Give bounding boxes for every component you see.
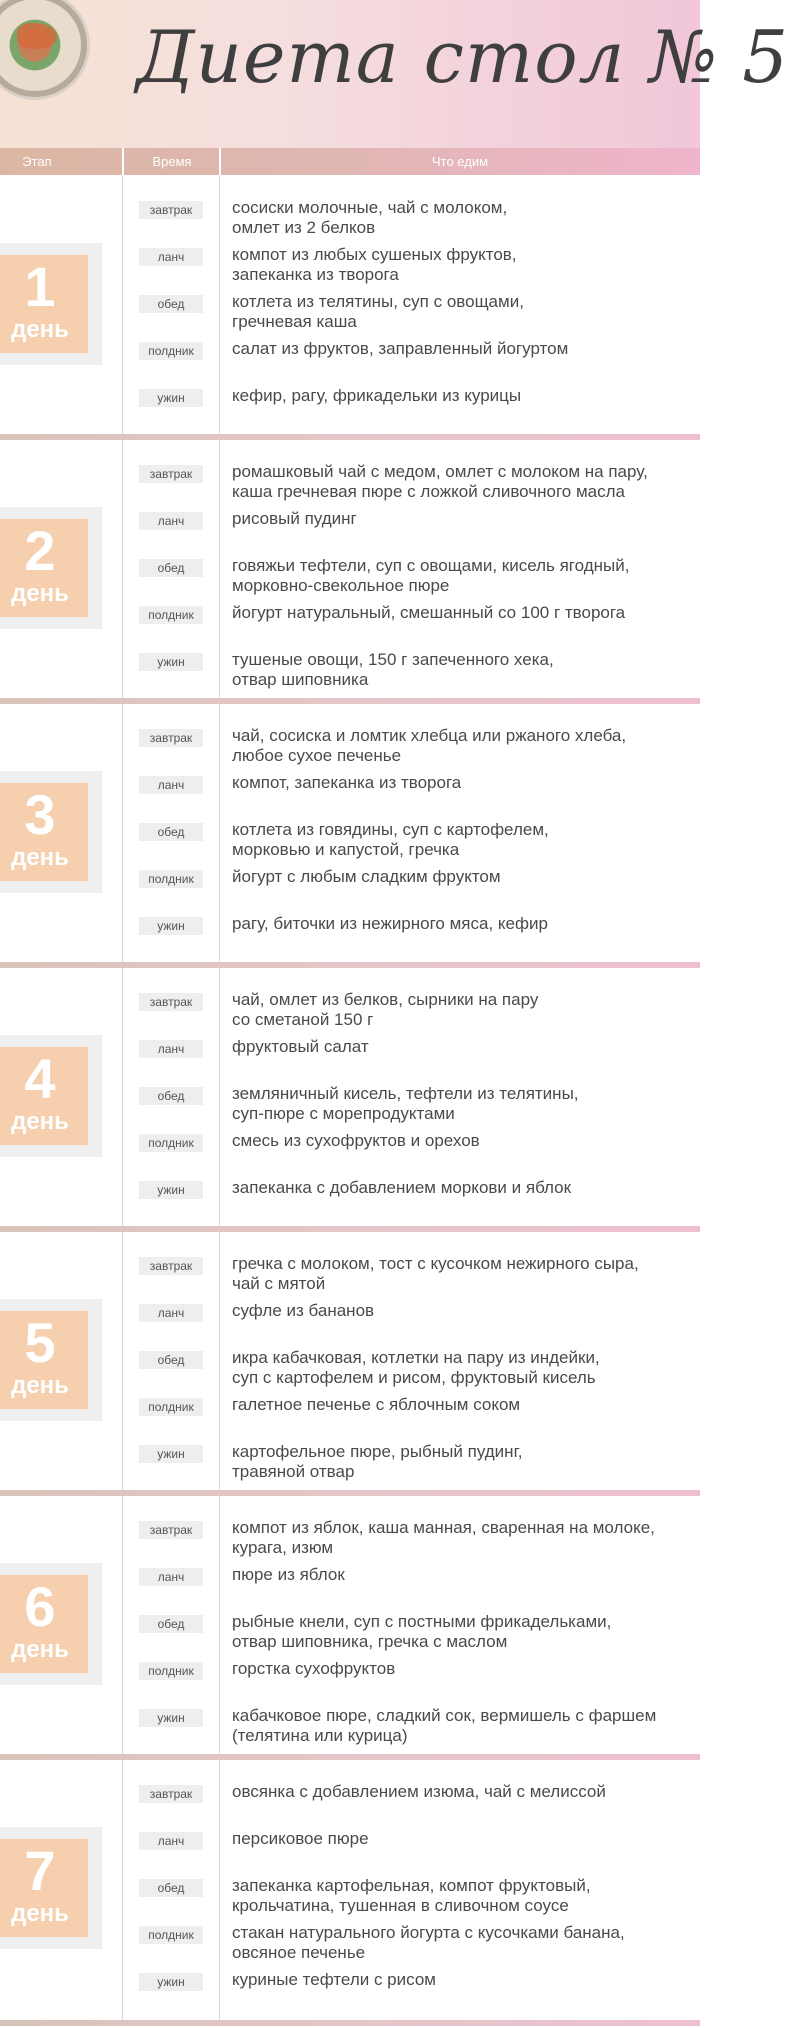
column-header-bar — [0, 148, 700, 175]
day-number: 4 — [24, 1047, 56, 1110]
meal-food-text: сосиски молочные, чай с молоком, омлет из 2 белков — [232, 198, 508, 237]
meal-food-text: чай, омлет из белков, сырники на пару со сметаной 150 г — [232, 990, 539, 1029]
meal-row — [0, 1348, 700, 1395]
meal-food-text: рыбные кнели, суп с постными фрикадельками, отвар шиповника, гречка с маслом — [232, 1612, 612, 1651]
meal-food-text: рагу, биточки из нежирного мяса, кефир — [232, 914, 548, 933]
column-header-food: Что едим — [431, 154, 489, 169]
meal-time-tag: обед — [139, 295, 203, 313]
meal-time-tag: полдник — [139, 342, 203, 360]
meal-time-tag: ланч — [139, 1040, 203, 1058]
meal-food-text: стакан натурального йогурта с кусочками банана, овсяное печенье — [232, 1923, 625, 1962]
meal-row — [0, 1442, 700, 1489]
day-number: 5 — [24, 1311, 56, 1374]
day-block — [0, 1759, 700, 2023]
meal-time-tag: завтрак — [139, 465, 203, 483]
day-number: 1 — [24, 255, 56, 318]
meal-row — [0, 726, 700, 773]
meal-food-text: йогурт с любым сладким фруктом — [232, 867, 501, 886]
meal-food-text: икра кабачковая, котлетки на пару из индейки, суп с картофелем и рисом, фруктовый кисель — [232, 1348, 600, 1387]
meal-row — [0, 509, 700, 556]
meal-time-tag: ужин — [139, 1445, 203, 1463]
meal-row — [0, 1659, 700, 1706]
meal-time-tag: ужин — [139, 389, 203, 407]
meal-time-tag: полдник — [139, 1662, 203, 1680]
meal-row — [0, 1970, 700, 2017]
meal-time-tag: завтрак — [139, 1257, 203, 1275]
day-block — [0, 1495, 700, 1759]
meal-time-tag: завтрак — [139, 729, 203, 747]
day-label: день — [11, 316, 69, 343]
meal-food-text: пюре из яблок — [232, 1565, 345, 1584]
meal-food-text: котлета из телятины, суп с овощами, гречневая каша — [232, 292, 524, 331]
meal-row — [0, 1037, 700, 1084]
meal-row — [0, 1706, 700, 1753]
day-block — [0, 175, 700, 439]
meal-time-tag: обед — [139, 559, 203, 577]
meal-row — [0, 1612, 700, 1659]
meal-time-tag: ужин — [139, 653, 203, 671]
meal-time-tag: завтрак — [139, 1521, 203, 1539]
meal-row — [0, 1876, 700, 1923]
meal-time-tag: ужин — [139, 917, 203, 935]
meal-row — [0, 462, 700, 509]
meal-time-tag: ланч — [139, 1304, 203, 1322]
meal-time-tag: полдник — [139, 606, 203, 624]
meal-row — [0, 1829, 700, 1876]
page-title: Диета стол № 5 — [136, 15, 789, 99]
meal-time-tag: завтрак — [139, 201, 203, 219]
meal-row — [0, 339, 700, 386]
meal-row — [0, 1178, 700, 1225]
meal-food-text: рисовый пудинг — [232, 509, 357, 528]
meal-food-text: смесь из сухофруктов и орехов — [232, 1131, 480, 1150]
day-number: 3 — [24, 783, 56, 846]
meal-row — [0, 1131, 700, 1178]
day-label: день — [11, 1372, 69, 1399]
meal-food-text: кефир, рагу, фрикадельки из курицы — [232, 386, 522, 405]
meal-time-tag: обед — [139, 1351, 203, 1369]
meal-row — [0, 556, 700, 603]
day-label: день — [11, 844, 69, 871]
meal-food-text: горстка сухофруктов — [232, 1659, 396, 1678]
meal-time-tag: завтрак — [139, 1785, 203, 1803]
meal-row — [0, 1084, 700, 1131]
meal-row — [0, 773, 700, 820]
meal-time-tag: ужин — [139, 1709, 203, 1727]
meal-food-text: кабачковое пюре, сладкий сок, вермишель с фаршем (телятина или курица) — [232, 1706, 657, 1745]
day-number: 2 — [24, 519, 56, 582]
meal-row — [0, 1782, 700, 1829]
day-block — [0, 1231, 700, 1495]
day-block — [0, 703, 700, 967]
meal-row — [0, 386, 700, 433]
meal-time-tag: ланч — [139, 248, 203, 266]
meal-food-text: чай, сосиска и ломтик хлебца или ржаного хлеба, любое сухое печенье — [232, 726, 627, 765]
meal-food-text: компот из яблок, каша манная, сваренная на молоке, курага, изюм — [232, 1518, 655, 1557]
meal-food-text: суфле из бананов — [232, 1301, 375, 1320]
meal-row — [0, 292, 700, 339]
meal-time-tag: ланч — [139, 1832, 203, 1850]
meal-time-tag: завтрак — [139, 993, 203, 1011]
meal-row — [0, 245, 700, 292]
meal-food-text: компот из любых сушеных фруктов, запеканка из творога — [232, 245, 517, 284]
page-header — [0, 0, 789, 148]
meal-food-text: котлета из говядины, суп с картофелем, морковью и капустой, гречка — [232, 820, 549, 859]
meal-time-tag: ланч — [139, 1568, 203, 1586]
meal-time-tag: ланч — [139, 512, 203, 530]
meal-row — [0, 990, 700, 1037]
meal-food-text: земляничный кисель, тефтели из телятины, суп-пюре с морепродуктами — [232, 1084, 579, 1123]
meal-row — [0, 650, 700, 697]
day-block — [0, 967, 700, 1231]
day-label: день — [11, 580, 69, 607]
meal-time-tag: обед — [139, 1879, 203, 1897]
meal-food-text: ромашковый чай с медом, омлет с молоком на пару, каша гречневая пюре с ложкой сливочного масла — [232, 462, 648, 501]
meal-row — [0, 1395, 700, 1442]
meal-time-tag: полдник — [139, 1926, 203, 1944]
meal-time-tag: обед — [139, 823, 203, 841]
meal-food-text: фруктовый салат — [232, 1037, 369, 1056]
meal-food-text: галетное печенье с яблочным соком — [232, 1395, 521, 1414]
day-block — [0, 439, 700, 703]
column-header-stage: Этап — [22, 154, 52, 169]
day-label: день — [11, 1108, 69, 1135]
meal-time-tag: ланч — [139, 776, 203, 794]
meal-food-text: запеканка картофельная, компот фруктовый, крольчатина, тушенная в сливочном соусе — [232, 1876, 591, 1915]
meal-row — [0, 1923, 700, 1970]
day-number: 6 — [24, 1575, 56, 1638]
meal-time-tag: обед — [139, 1615, 203, 1633]
meal-food-text: говяжьи тефтели, суп с овощами, кисель ягодный, морковно-свекольное пюре — [232, 556, 630, 595]
day-label: день — [11, 1636, 69, 1663]
meal-food-text: гречка с молоком, тост с кусочком нежирного сыра, чай с мятой — [232, 1254, 639, 1293]
meal-time-tag: полдник — [139, 1134, 203, 1152]
meal-food-text: тушеные овощи, 150 г запеченного хека, отвар шиповника — [232, 650, 554, 689]
meal-row — [0, 1518, 700, 1565]
meal-row — [0, 1301, 700, 1348]
meal-row — [0, 914, 700, 961]
meal-time-tag: обед — [139, 1087, 203, 1105]
meal-row — [0, 1565, 700, 1612]
meal-row — [0, 1254, 700, 1301]
table-bottom-divider — [0, 2020, 700, 2026]
meal-time-tag: полдник — [139, 1398, 203, 1416]
meal-row — [0, 867, 700, 914]
meal-food-text: картофельное пюре, рыбный пудинг, травяной отвар — [232, 1442, 523, 1481]
meal-row — [0, 198, 700, 245]
column-header-time: Время — [152, 154, 192, 169]
meal-food-text: салат из фруктов, заправленный йогуртом — [232, 339, 569, 358]
meal-row — [0, 820, 700, 867]
meal-food-text: овсянка с добавлением изюма, чай с мелиссой — [232, 1782, 606, 1801]
meal-food-text: персиковое пюре — [232, 1829, 369, 1848]
meal-time-tag: ужин — [139, 1973, 203, 1991]
meal-food-text: йогурт натуральный, смешанный со 100 г творога — [232, 603, 626, 622]
salad-plate-image — [0, 0, 90, 100]
day-number: 7 — [24, 1839, 56, 1902]
day-label: день — [11, 1900, 69, 1927]
meal-time-tag: полдник — [139, 870, 203, 888]
meal-food-text: куриные тефтели с рисом — [232, 1970, 436, 1989]
meal-time-tag: ужин — [139, 1181, 203, 1199]
meal-row — [0, 603, 700, 650]
meal-food-text: компот, запеканка из творога — [232, 773, 462, 792]
meal-food-text: запеканка с добавлением моркови и яблок — [232, 1178, 572, 1197]
